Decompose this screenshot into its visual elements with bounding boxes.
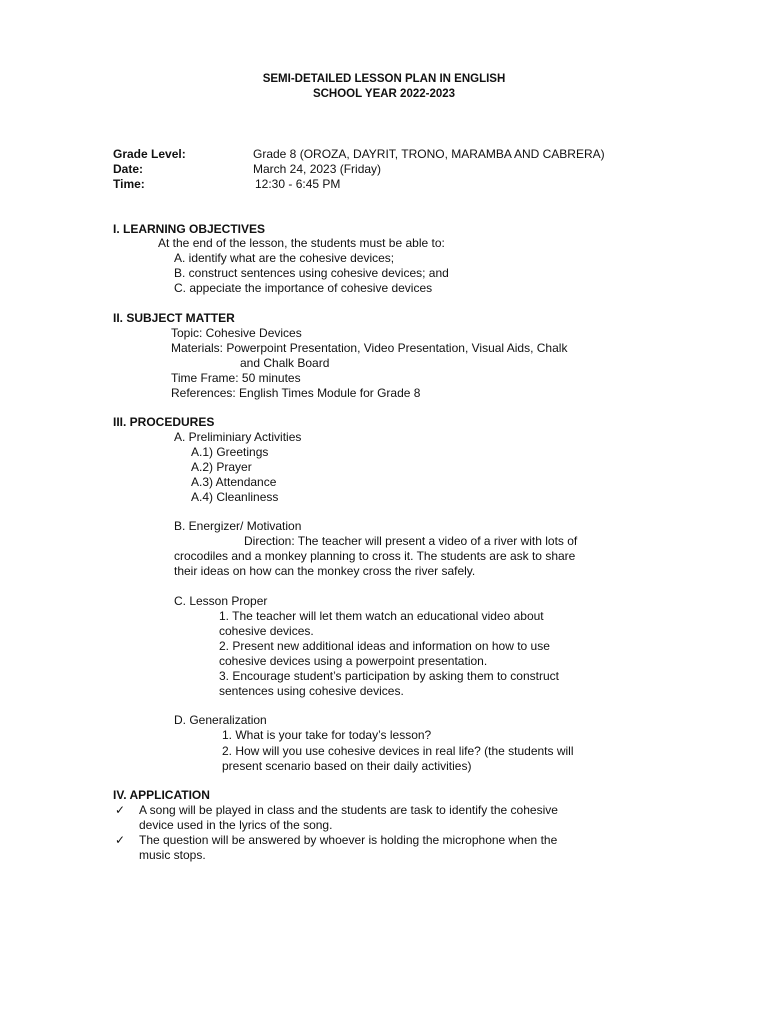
subject-materials-cont: and Chalk Board <box>240 356 330 370</box>
objective-item: B. construct sentences using cohesive devices; and <box>174 266 449 280</box>
grade-level-label: Grade Level: <box>113 147 186 161</box>
procedure-a-item: A.4) Cleanliness <box>191 490 279 504</box>
objective-item: A. identify what are the cohesive devices; <box>174 251 395 265</box>
procedure-a-item: A.3) Attendance <box>191 475 277 489</box>
date-value: March 24, 2023 (Friday) <box>253 162 382 176</box>
checkmark-icon: ✓ <box>115 833 126 847</box>
objectives-intro: At the end of the lesson, the students must be able to: <box>158 236 445 250</box>
procedure-b-title: B. Energizer/ Motivation <box>174 519 302 533</box>
procedure-d-line: 1. What is your take for today’s lesson? <box>222 728 432 742</box>
procedure-a-title: A. Preliminiary Activities <box>174 430 302 444</box>
procedures-heading: III. PROCEDURES <box>113 415 215 429</box>
document-title: SEMI-DETAILED LESSON PLAN IN ENGLISH <box>262 73 506 85</box>
application-heading: IV. APPLICATION <box>113 788 210 802</box>
procedure-b-line: Direction: The teacher will present a video of a river with lots of <box>244 534 578 548</box>
subject-references: References: English Times Module for Grade 8 <box>171 386 421 400</box>
procedure-d-title: D. Generalization <box>174 713 267 727</box>
subject-topic: Topic: Cohesive Devices <box>171 326 302 340</box>
procedure-c-line: 1. The teacher will let them watch an educational video about <box>219 609 544 623</box>
procedure-c-line: 3. Encourage student’s participation by asking them to construct <box>219 669 559 683</box>
subject-time-frame: Time Frame: 50 minutes <box>171 371 301 385</box>
objectives-heading: I. LEARNING OBJECTIVES <box>113 222 266 236</box>
procedure-a-item: A.1) Greetings <box>191 445 269 459</box>
procedure-c-title: C. Lesson Proper <box>174 594 268 608</box>
time-value: 12:30 - 6:45 PM <box>255 177 341 191</box>
procedure-c-line: cohesive devices. <box>219 624 314 638</box>
procedure-b-line: crocodiles and a monkey planning to cross it. The students are ask to share <box>174 549 576 563</box>
checkmark-icon: ✓ <box>115 803 126 817</box>
procedure-d-line: 2. How will you use cohesive devices in real life? (the students will <box>222 744 574 758</box>
subject-heading: II. SUBJECT MATTER <box>113 311 235 325</box>
application-line: A song will be played in class and the students are task to identify the cohesive <box>139 803 558 817</box>
procedure-d-line: present scenario based on their daily activities) <box>222 759 472 773</box>
procedure-a-item: A.2) Prayer <box>191 460 252 474</box>
date-label: Date: <box>113 162 144 176</box>
grade-level-value: Grade 8 (OROZA, DAYRIT, TRONO, MARAMBA AND CABRERA) <box>253 147 605 161</box>
objective-item: C. appeciate the importance of cohesive devices <box>174 281 433 295</box>
subject-materials: Materials: Powerpoint Presentation, Video Presentation, Visual Aids, Chalk <box>171 341 568 355</box>
procedure-c-line: 2. Present new additional ideas and information on how to use <box>219 639 550 653</box>
procedure-c-line: sentences using cohesive devices. <box>219 684 404 698</box>
application-line: The question will be answered by whoever is holding the microphone when the <box>139 833 558 847</box>
application-line: music stops. <box>139 848 206 862</box>
procedure-c-line: cohesive devices using a powerpoint presentation. <box>219 654 488 668</box>
time-label: Time: <box>113 177 145 191</box>
document-subtitle: SCHOOL YEAR 2022-2023 <box>312 88 456 100</box>
procedure-b-line: their ideas on how can the monkey cross the river safely. <box>174 564 476 578</box>
application-line: device used in the lyrics of the song. <box>139 818 333 832</box>
